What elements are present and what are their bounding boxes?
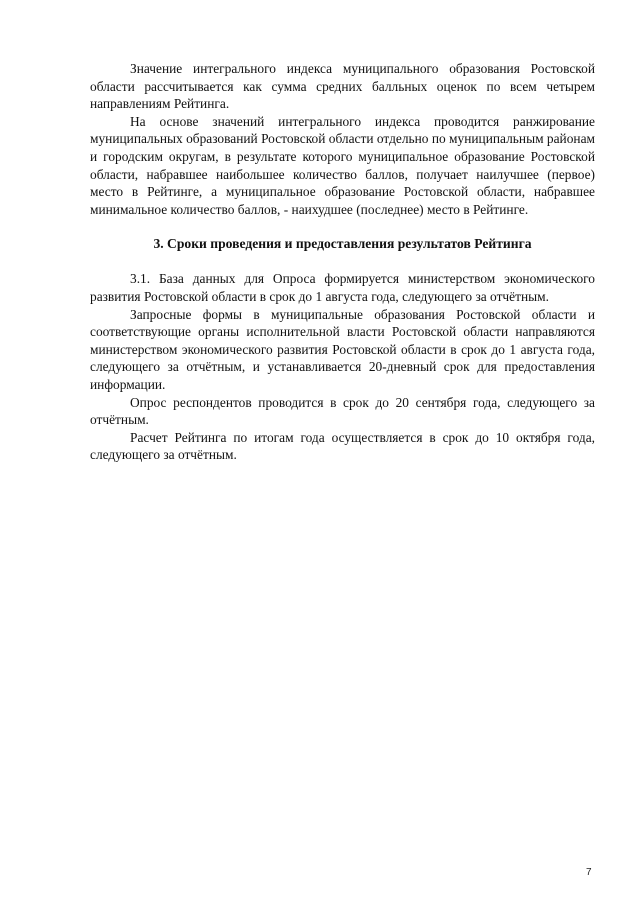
paragraph-respondent-survey: Опрос респондентов проводится в срок до 20 сентября года, следующего за отчётным. [90, 394, 595, 428]
page-number: 7 [586, 867, 592, 878]
paragraph-survey-database: 3.1. База данных для Опроса формируется министерством экономического развития Ростовской области в срок до 1 августа года, следующего за отчётным. [90, 271, 595, 304]
paragraph-integral-index-value: Значение интегрального индекса муниципального образования Ростовской области рассчитывается как сумма средних балльных оценок по всем четырем направлениям Рейтинга. [90, 61, 595, 112]
paragraph-rating-calculation: Расчет Рейтинга по итогам года осуществляется в срок до 10 октября года, следующего за отчётным. [90, 429, 595, 463]
paragraph-request-forms: Запросные формы в муниципальные образования Ростовской области и соответствующие органы исполнительной власти Ростовской области направляются министерством экономического развития Ростовской области в срок до 1 августа года, следующего за отчётным, и устанавливается 20-дневный срок для предоставления информации. [90, 306, 595, 392]
section-heading-deadlines: 3. Сроки проведения и предоставления результатов Рейтинга [153, 236, 532, 252]
document-body [90, 60, 595, 464]
paragraph-ranking-method: На основе значений интегрального индекса проводится ранжирование муниципальных образований Ростовской области отдельно по муниципальным районам и городским округам, в результате которого муниципальное образование Ростовской области, набравшее наибольшее количество баллов, получает наилучшее (первое) место в Рейтинге, а муниципальное образование Ростовской области, набравшее минимальное количество баллов, - наихудшее (последнее) место в Рейтинге. [90, 113, 595, 217]
